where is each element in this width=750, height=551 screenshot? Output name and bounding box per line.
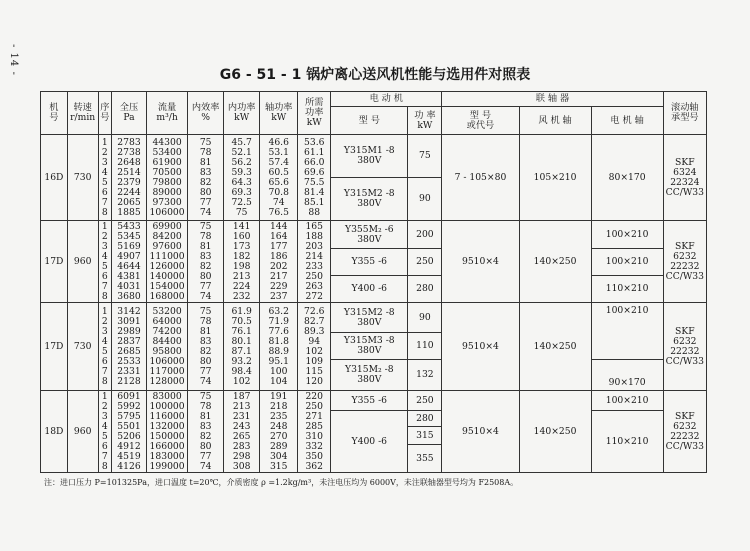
motor-shaft-cell: 110×210 (591, 276, 663, 303)
fan-shaft-cell: 140×250 (519, 391, 591, 473)
motor-model-cell: Y355M₂ -6 380V (331, 221, 408, 249)
motor-power-cell: 132 (408, 360, 442, 391)
motor-model-cell: Y315M2 -8 380V (331, 178, 408, 221)
efficiency-cell: 75 78 81 83 82 80 77 74 (188, 391, 224, 473)
required-power-cell: 53.6 61.1 66.0 69.6 75.5 81.4 85.1 88 (298, 135, 331, 221)
header-bearing: 滚动轴 承型号 (663, 92, 706, 135)
motor-model-cell: Y355 -6 (331, 391, 408, 411)
header-internal-efficiency: 内效率 % (188, 92, 224, 135)
shaft-power-cell: 63.2 71.9 77.6 81.8 88.9 95.1 100 104 (260, 303, 298, 391)
bearing-cell: SKF 6232 22232 CC/W33 (663, 303, 706, 391)
pressure-cell: 2783 2738 2648 2514 2379 2244 2065 1885 (112, 135, 147, 221)
header-motor-power: 功 率 kW (408, 107, 442, 135)
motor-power-cell: 90 (408, 178, 442, 221)
header-flow: 流量 m³/h (146, 92, 187, 135)
motor-power-cell: 200 (408, 221, 442, 249)
footnote: 注：进口压力 P=101325Pa，进口温度 t=20℃，介质密度 ρ =1.2kg/m³，未注电压均为 6000V，未注联轴器型号均为 F2508A。 (44, 478, 519, 487)
shaft-power-cell: 191 218 235 248 270 289 304 315 (260, 391, 298, 473)
motor-power-cell: 75 (408, 135, 442, 178)
motor-power-cell: 315 (408, 427, 442, 445)
internal-power-cell: 61.9 70.5 76.1 80.1 87.1 93.2 98.4 102 (224, 303, 260, 391)
performance-table (40, 91, 707, 473)
speed-cell: 730 (67, 303, 98, 391)
motor-shaft-cell: 100×210 (591, 249, 663, 276)
flow-cell: 44300 53400 61900 70500 79800 89000 97300 106000 (146, 135, 187, 221)
page-number: - 14 - (8, 44, 19, 76)
bearing-cell: SKF 6232 22232 CC/W33 (663, 221, 706, 303)
internal-power-cell: 141 160 173 182 198 213 224 232 (224, 221, 260, 303)
bearing-cell: SKF 6232 22232 CC/W33 (663, 391, 706, 473)
machine-cell: 17D (41, 221, 68, 303)
motor-shaft-cell: 100×210 (591, 391, 663, 411)
header-shaft-power: 轴功率 kW (260, 92, 298, 135)
required-power-cell: 165 188 203 214 233 250 263 272 (298, 221, 331, 303)
internal-power-cell: 45.7 52.1 56.2 59.3 64.3 69.3 72.5 75 (224, 135, 260, 221)
motor-model-cell: Y315M₂ -8 380V (331, 360, 408, 391)
header-coupling-model: 型 号 或代号 (442, 107, 519, 135)
fan-shaft-cell: 140×250 (519, 303, 591, 391)
required-power-cell: 72.6 82.7 89.3 94 102 109 115 120 (298, 303, 331, 391)
machine-cell: 18D (41, 391, 68, 473)
motor-model-cell: Y400 -6 (331, 411, 408, 473)
flow-cell: 69900 84200 97600 111000 126000 140000 154000 168000 (146, 221, 187, 303)
internal-power-cell: 187 213 231 243 265 283 298 308 (224, 391, 260, 473)
shaft-power-cell: 46.6 53.1 57.4 60.5 65.6 70.8 74 76.5 (260, 135, 298, 221)
machine-cell: 17D (41, 303, 68, 391)
speed-cell: 730 (67, 135, 98, 221)
shaft-power-cell: 144 164 177 186 202 217 229 237 (260, 221, 298, 303)
efficiency-cell: 75 78 81 83 82 80 77 74 (188, 135, 224, 221)
motor-shaft-cell: 110×210 (591, 411, 663, 473)
header-fan-shaft: 风 机 轴 (519, 107, 591, 135)
motor-power-cell: 250 (408, 391, 442, 411)
motor-power-cell: 90 (408, 303, 442, 333)
header-required-power: 所需 功率 kW (298, 92, 331, 135)
motor-model-cell: Y315M3 -8 380V (331, 333, 408, 360)
header-motor-model: 型 号 (331, 107, 408, 135)
speed-cell: 960 (67, 391, 98, 473)
header-pressure: 全压 Pa (112, 92, 147, 135)
coupling-cell: 7 - 105×80 (442, 135, 519, 221)
motor-power-cell: 355 (408, 445, 442, 473)
fan-shaft-cell: 140×250 (519, 221, 591, 303)
motor-power-cell: 250 (408, 249, 442, 276)
header-motor-group: 电 动 机 (331, 92, 442, 107)
seq-cell: 1 2 3 4 5 6 7 8 (98, 221, 111, 303)
header-speed: 转速 r/min (67, 92, 98, 135)
pressure-cell: 3142 3091 2989 2837 2685 2533 2331 2128 (112, 303, 147, 391)
pressure-cell: 6091 5992 5795 5501 5206 4912 4519 4126 (112, 391, 147, 473)
page-title: G6 - 51 - 1 锅炉离心送风机性能与选用件对照表 (219, 67, 531, 83)
header-motor-shaft: 电 机 轴 (591, 107, 663, 135)
fan-shaft-cell: 105×210 (519, 135, 591, 221)
coupling-cell: 9510×4 (442, 303, 519, 391)
machine-cell: 16D (41, 135, 68, 221)
motor-shaft-cell: 90×170 (591, 360, 663, 391)
coupling-cell: 9510×4 (442, 391, 519, 473)
seq-cell: 1 2 3 4 5 6 7 8 (98, 135, 111, 221)
motor-model-cell: Y400 -6 (331, 276, 408, 303)
flow-cell: 83000 100000 116000 132000 150000 166000 183000 199000 (146, 391, 187, 473)
header-machine: 机 号 (41, 92, 68, 135)
motor-model-cell: Y355 -6 (331, 249, 408, 276)
motor-power-cell: 280 (408, 411, 442, 427)
motor-power-cell: 110 (408, 333, 442, 360)
header-coupling-group: 联 轴 器 (442, 92, 663, 107)
header-seq: 序 号 (98, 92, 111, 135)
header-internal-power: 内功率 kW (224, 92, 260, 135)
pressure-cell: 5433 5345 5169 4907 4644 4381 4031 3680 (112, 221, 147, 303)
flow-cell: 53200 64000 74200 84400 95800 106000 117000 128000 (146, 303, 187, 391)
coupling-cell: 9510×4 (442, 221, 519, 303)
motor-model-cell: Y315M2 -8 380V (331, 303, 408, 333)
required-power-cell: 220 250 271 285 310 332 350 362 (298, 391, 331, 473)
motor-shaft-cell: 100×210 (591, 303, 663, 360)
seq-cell: 1 2 3 4 5 6 7 8 (98, 303, 111, 391)
efficiency-cell: 75 78 81 83 82 80 77 74 (188, 303, 224, 391)
motor-model-cell: Y315M1 -8 380V (331, 135, 408, 178)
efficiency-cell: 75 78 81 83 82 80 77 74 (188, 221, 224, 303)
bearing-cell: SKF 6324 22324 CC/W33 (663, 135, 706, 221)
speed-cell: 960 (67, 221, 98, 303)
motor-shaft-cell: 80×170 (591, 135, 663, 221)
motor-power-cell: 280 (408, 276, 442, 303)
motor-shaft-cell: 100×210 (591, 221, 663, 249)
seq-cell: 1 2 3 4 5 6 7 8 (98, 391, 111, 473)
